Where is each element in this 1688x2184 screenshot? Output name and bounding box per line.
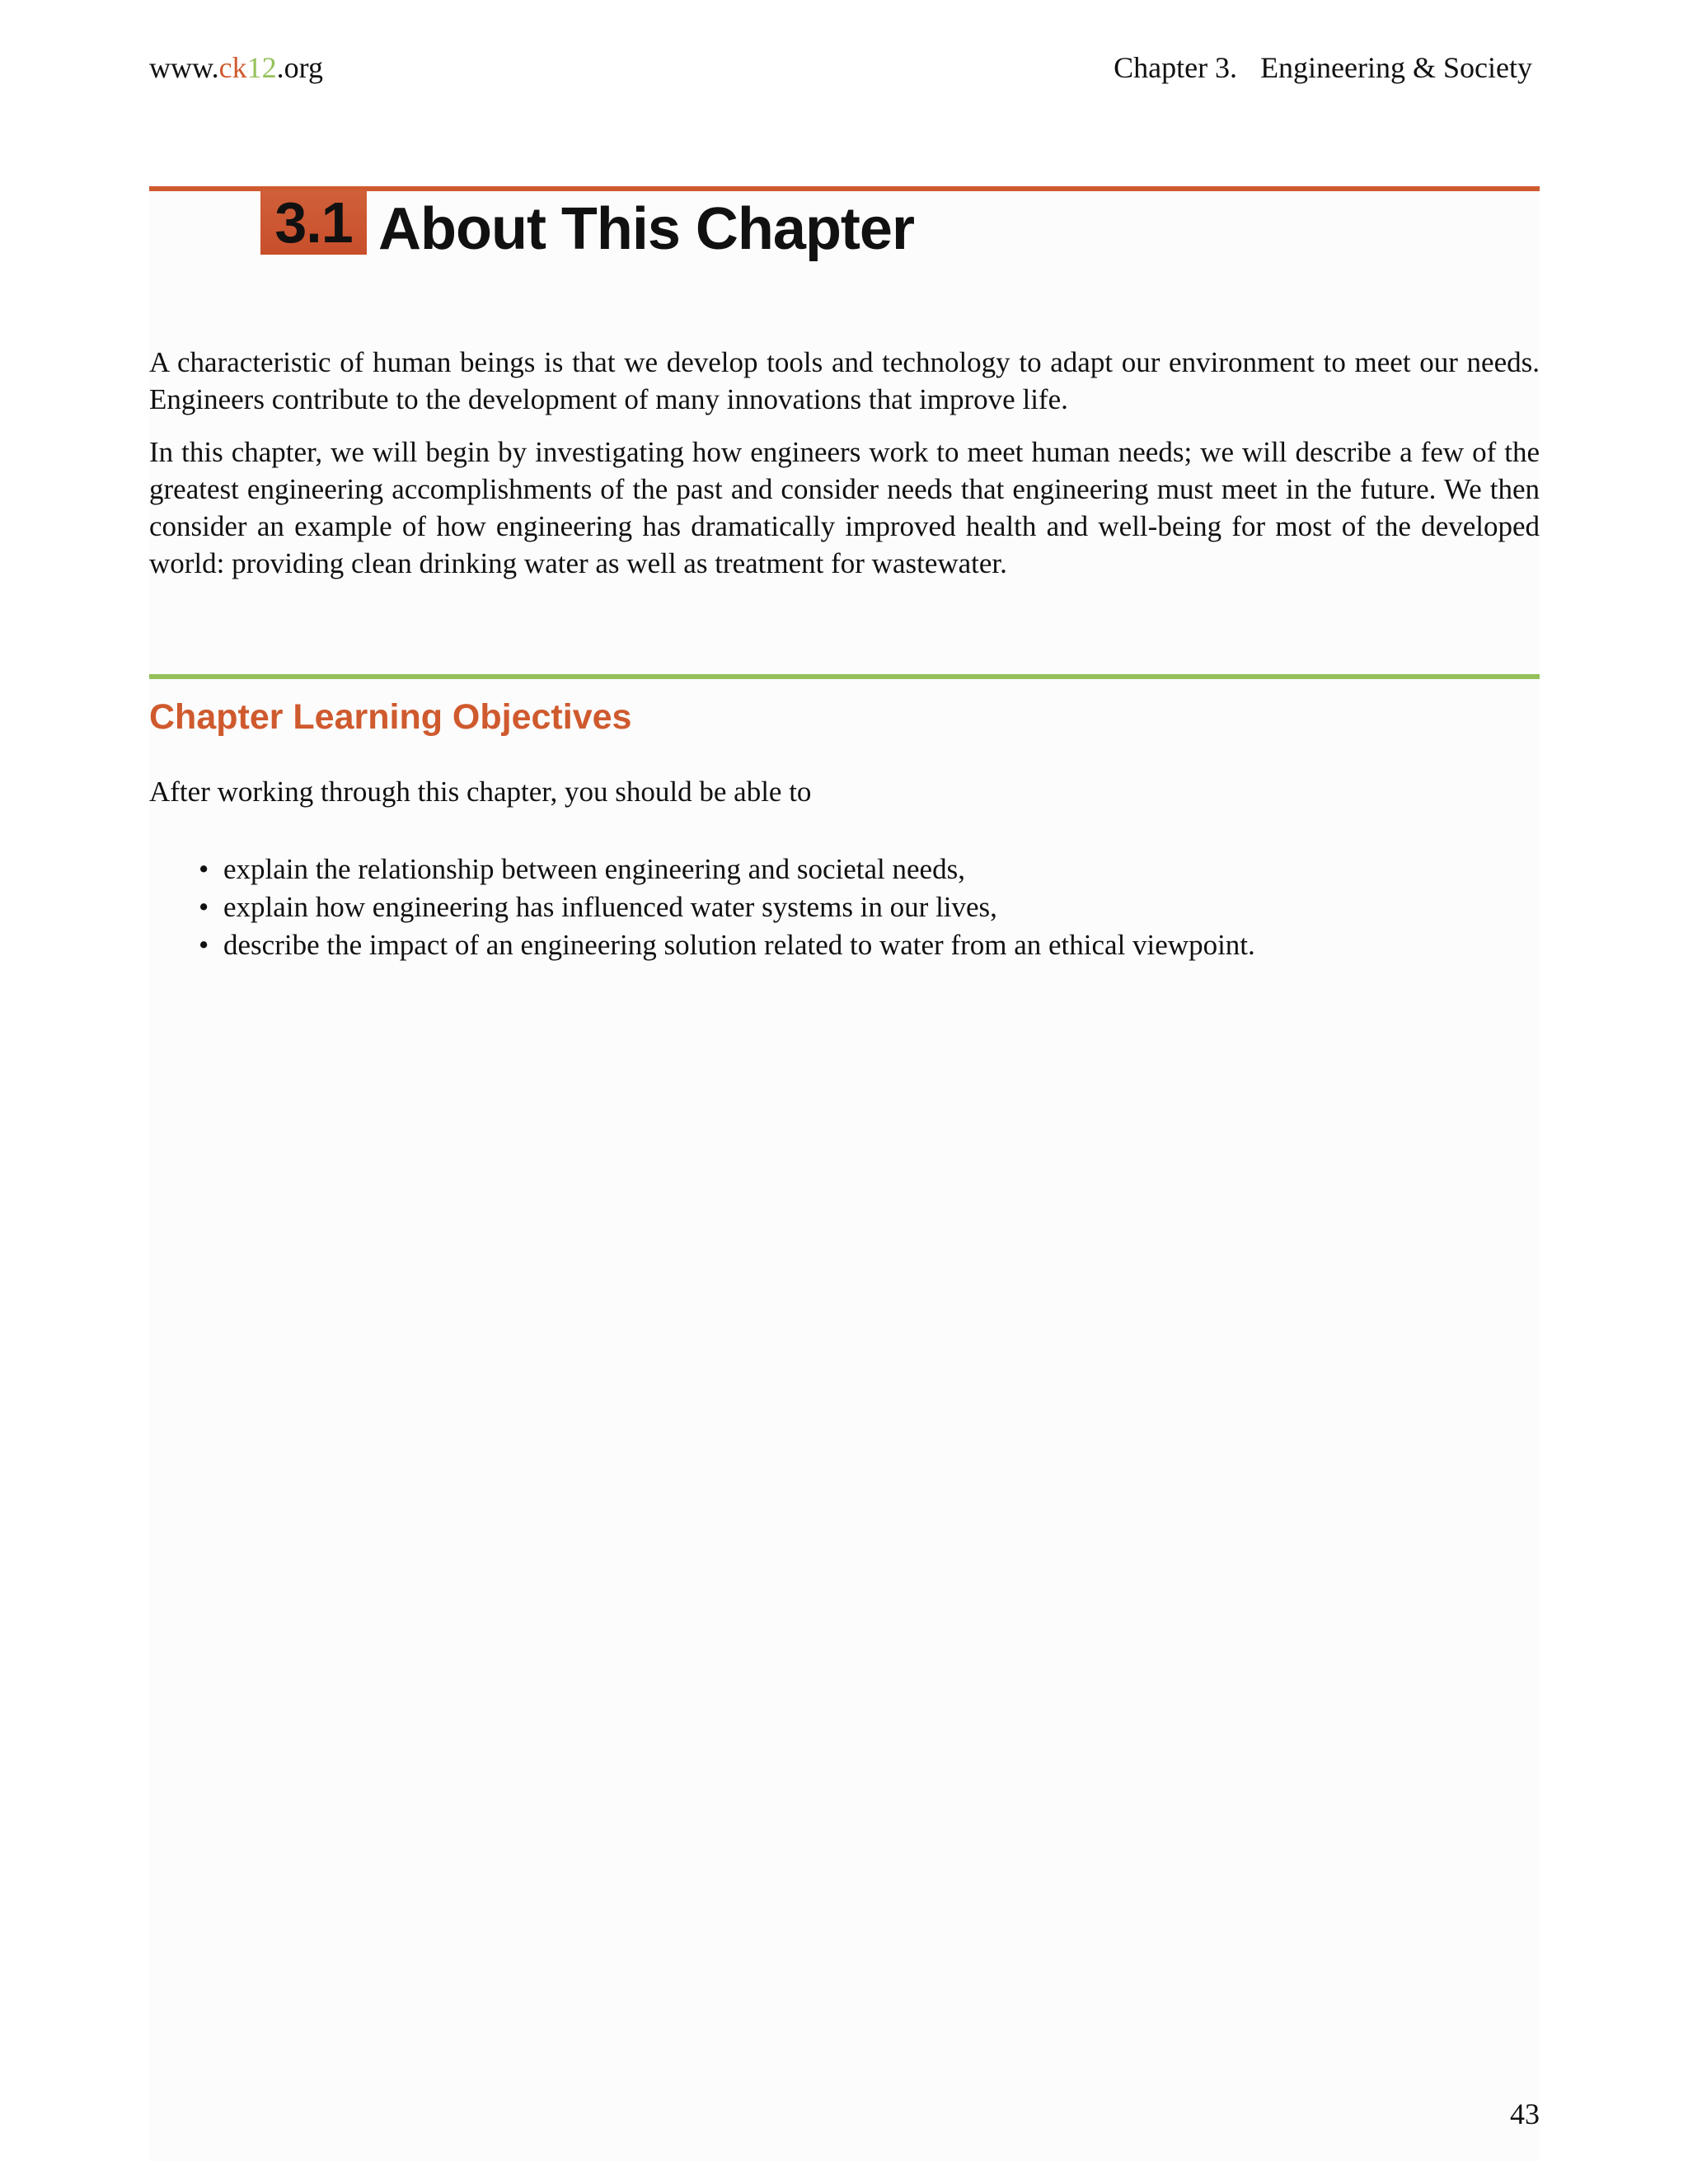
objective-text: explain how engineering has influenced water systems in our lives,: [223, 891, 997, 923]
objectives-rule: [149, 674, 1540, 679]
objective-text: explain the relationship between engineering and societal needs,: [223, 853, 965, 885]
site-url-12: 12: [246, 51, 277, 84]
section-title: About This Chapter: [378, 196, 914, 262]
site-url-suffix: .org: [276, 51, 323, 84]
objectives-title: Chapter Learning Objectives: [149, 697, 632, 737]
bullet-icon: •: [199, 853, 209, 885]
chapter-number: Chapter 3.: [1114, 51, 1238, 84]
objective-text: describe the impact of an engineering solution related to water from an ethical viewpoint.: [223, 929, 1255, 961]
objective-item: [149, 888, 1468, 926]
running-header: [149, 48, 1532, 87]
objectives-list: [149, 851, 1468, 964]
body-paragraph-2: In this chapter, we will begin by investigating how engineers work to meet human needs; we will describe a few of the greatest engineering accomplishments of the past and consider needs that engineering must meet in the future. We then consider an example of how engineering has dramatically improved health and well-being for most of the developed world: providing clean drinking water as well as treatment for wastewater.: [149, 436, 1540, 579]
chapter-label: [1114, 48, 1532, 87]
section-number-badge: 3.1: [260, 190, 367, 255]
bullet-icon: •: [199, 891, 209, 923]
body-paragraph-1: A characteristic of human beings is that we develop tools and technology to adapt our environment to meet our needs. Engineers contribute to the development of many innovations that improve life.: [149, 346, 1540, 415]
objective-item: [149, 926, 1468, 964]
bullet-icon: •: [199, 929, 209, 961]
site-url: [149, 48, 323, 87]
chapter-title: Engineering & Society: [1260, 51, 1532, 84]
objective-item: [149, 851, 1468, 888]
site-url-prefix: www.: [149, 51, 219, 84]
objectives-intro: After working through this chapter, you should be able to: [149, 776, 812, 808]
page-number: 43: [1510, 2097, 1540, 2130]
site-url-ck: ck: [218, 51, 247, 84]
